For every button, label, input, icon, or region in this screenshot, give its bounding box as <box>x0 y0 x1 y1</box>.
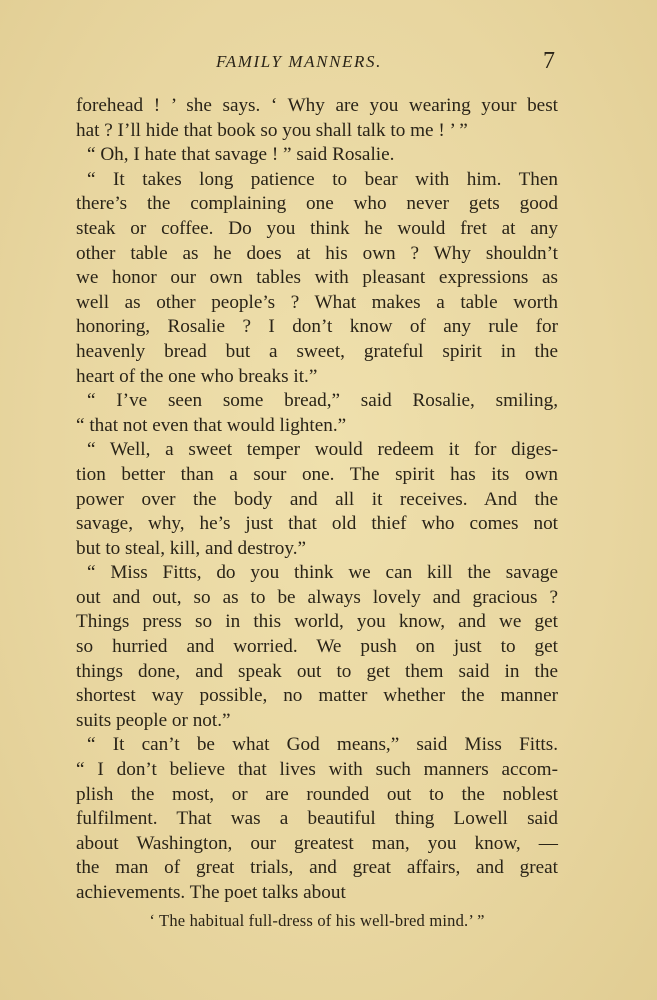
text-line: achievements. The poet talks about <box>76 882 346 903</box>
text-line: “ Oh, I hate that savage ! ” said Rosalie. <box>87 144 395 166</box>
text-line: plish the most, or are rounded out to the noblest <box>76 783 558 805</box>
text-line: “ I don’t believe that lives with such manners accom- <box>76 759 558 781</box>
text-line: hat ? I’ll hide that book so you shall talk to me ! ’ ” <box>76 119 468 141</box>
text-line: heavenly bread but a sweet, grateful spirit in the <box>76 340 558 362</box>
text-line: “ that not even that would lighten.” <box>76 414 347 436</box>
text-line: “ It takes long patience to bear with him. Then <box>87 168 558 190</box>
text-line: “ It can’t be what God means,” said Miss Fitts. <box>87 734 558 756</box>
text-line: suits people or not.” <box>76 709 231 731</box>
text-line: Things press so in this world, you know, and we get <box>76 611 558 633</box>
text-line: steak or coffee. Do you think he would fret at any <box>76 217 558 239</box>
text-line: “ Well, a sweet temper would redeem it for diges- <box>87 439 558 461</box>
text-line: out and out, so as to be always lovely and gracious ? <box>76 586 558 608</box>
text-line: there’s the complaining one who never gets good <box>76 193 558 215</box>
text-line: tion better than a sour one. The spirit has its own <box>76 463 558 485</box>
text-line: things done, and speak out to get them said in the <box>76 660 558 682</box>
text-line: but to steal, kill, and destroy.” <box>76 537 307 559</box>
text-line: other table as he does at his own ? Why shouldn’t <box>76 242 558 264</box>
text-line: “ Miss Fitts, do you think we can kill the savage <box>87 562 558 584</box>
text-line: savage, why, he’s just that old thief who comes not <box>76 513 558 535</box>
text-line: well as other people’s ? What makes a table worth <box>76 291 558 313</box>
page-header <box>0 50 657 76</box>
running-title: FAMILY MANNERS. <box>216 52 382 71</box>
text-line: power over the body and all it receives. And the <box>76 488 558 510</box>
block-quote: ‘ The habitual full-dress of his well-bred mind.’ ” <box>149 911 485 930</box>
body-text <box>76 94 558 906</box>
text-line: fulfilment. That was a beautiful thing Lowell said <box>76 808 558 830</box>
text-line: we honor our own tables with pleasant expressions as <box>76 267 558 289</box>
page-number: 7 <box>543 48 555 74</box>
text-line: “ I’ve seen some bread,” said Rosalie, smiling, <box>87 390 558 412</box>
text-line: honoring, Rosalie ? I don’t know of any rule for <box>76 316 558 338</box>
text-line: shortest way possible, no matter whether the manner <box>76 685 558 707</box>
text-line: about Washington, our greatest man, you know, — <box>76 832 558 854</box>
text-line: forehead ! ’ she says. ‘ Why are you wearing your best <box>76 95 558 116</box>
text-line: so hurried and worried. We push on just to get <box>76 636 558 658</box>
text-line: heart of the one who breaks it.” <box>76 365 318 387</box>
text-line: the man of great trials, and great affairs, and great <box>76 857 558 879</box>
